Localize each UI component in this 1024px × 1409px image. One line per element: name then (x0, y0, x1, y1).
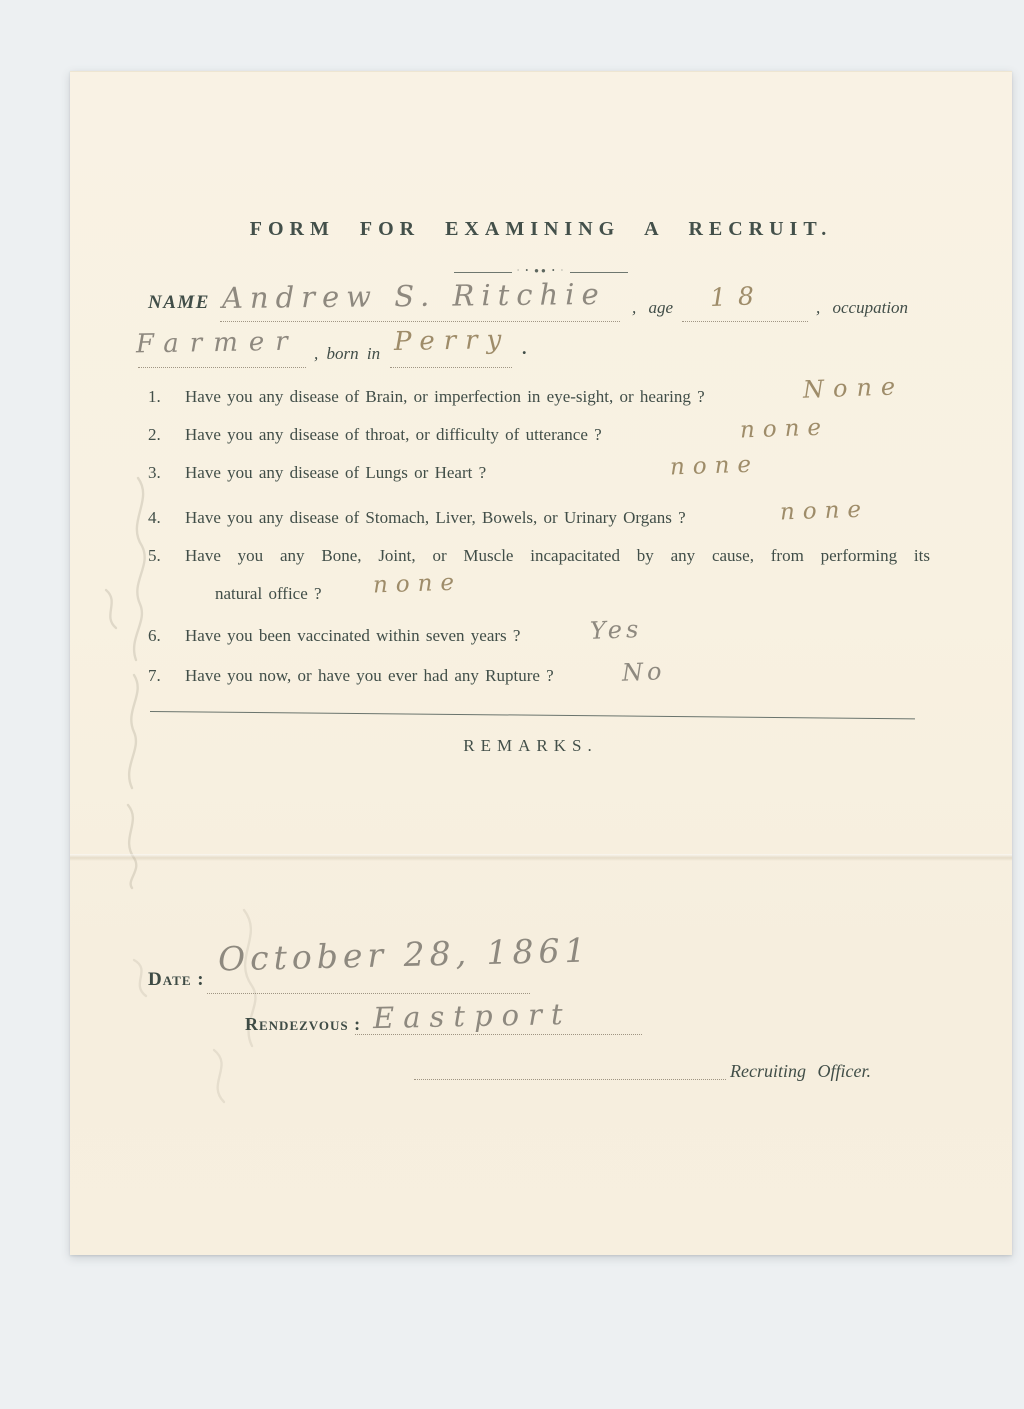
rendezvous-value-handwritten: Eastport (372, 996, 572, 1036)
question-row-3 (148, 463, 930, 485)
name-label: NAME (148, 292, 210, 313)
question-text: Have you been vaccinated within seven years ? (185, 626, 521, 645)
recruiting-officer-label: Recruiting Officer. (730, 1061, 871, 1081)
rendezvous-dotted-line (355, 1032, 642, 1035)
question-text: Have you any disease of Lungs or Heart ? (185, 463, 487, 482)
answer-6-handwritten: Yes (589, 615, 643, 645)
birthplace-dotted-line (390, 365, 512, 368)
question-text: Have you any disease of throat, or difficulty of utterance ? (185, 425, 602, 444)
born-in-label: , born in (314, 344, 381, 363)
answer-2-handwritten: none (739, 414, 830, 444)
answer-4-handwritten: none (779, 496, 870, 526)
fold-crease (70, 854, 1012, 861)
question-5-continuation: natural office ? (215, 584, 322, 603)
occupation-dotted-line (138, 365, 306, 368)
question-text: Have you any Bone, Joint, or Muscle incapacitated by any cause, from performing its (185, 546, 930, 565)
question-number: 7. (148, 666, 161, 685)
form-title: FORM FOR EXAMINING A RECRUIT. (249, 218, 833, 240)
answer-3-handwritten: none (669, 451, 760, 481)
question-row-7 (148, 666, 930, 688)
ghost-writing-bleedthrough-lower (94, 900, 334, 1110)
recruit-form-paper (70, 71, 1012, 1255)
question-number: 4. (148, 508, 161, 527)
answer-1-handwritten: None (802, 372, 905, 404)
question-number: 3. (148, 463, 161, 482)
divider-ornament: · • ●● • · (516, 266, 566, 275)
section-divider-rule (150, 711, 915, 719)
answer-5-handwritten: none (372, 569, 463, 599)
divider-line-left (454, 272, 512, 273)
question-text: Have you any disease of Brain, or imperfection in eye-sight, or hearing ? (185, 387, 705, 406)
answer-7-handwritten: No (621, 657, 666, 687)
question-row-5 (148, 546, 930, 568)
remarks-heading: REMARKS. (463, 736, 598, 755)
age-value-handwritten: 18 (709, 281, 767, 312)
question-row-6 (148, 626, 930, 648)
line-end-period: . (522, 338, 527, 358)
date-dotted-line (207, 991, 530, 994)
occupation-label: , occupation (816, 298, 909, 317)
question-number: 5. (148, 546, 161, 565)
age-label: , age (632, 298, 674, 317)
question-number: 2. (148, 425, 161, 444)
name-value-handwritten: Andrew S. Ritchie (221, 276, 606, 316)
title-divider (70, 268, 1012, 276)
question-text: Have you now, or have you ever had any Rupture ? (185, 666, 554, 685)
question-number: 6. (148, 626, 161, 645)
name-dotted-line (220, 319, 620, 322)
signature-dotted-line (414, 1077, 726, 1080)
occupation-value-handwritten: Farmer (135, 326, 299, 360)
birthplace-value-handwritten: Perry (393, 324, 511, 358)
divider-line-right (570, 272, 628, 273)
question-number: 1. (148, 387, 161, 406)
question-text: Have you any disease of Stomach, Liver, Bowels, or Urinary Organs ? (185, 508, 686, 527)
age-dotted-line (682, 319, 808, 322)
date-value-handwritten: October 28, 1861 (217, 930, 591, 979)
date-label: Date : (148, 969, 205, 990)
rendezvous-label: Rendezvous : (245, 1014, 362, 1034)
